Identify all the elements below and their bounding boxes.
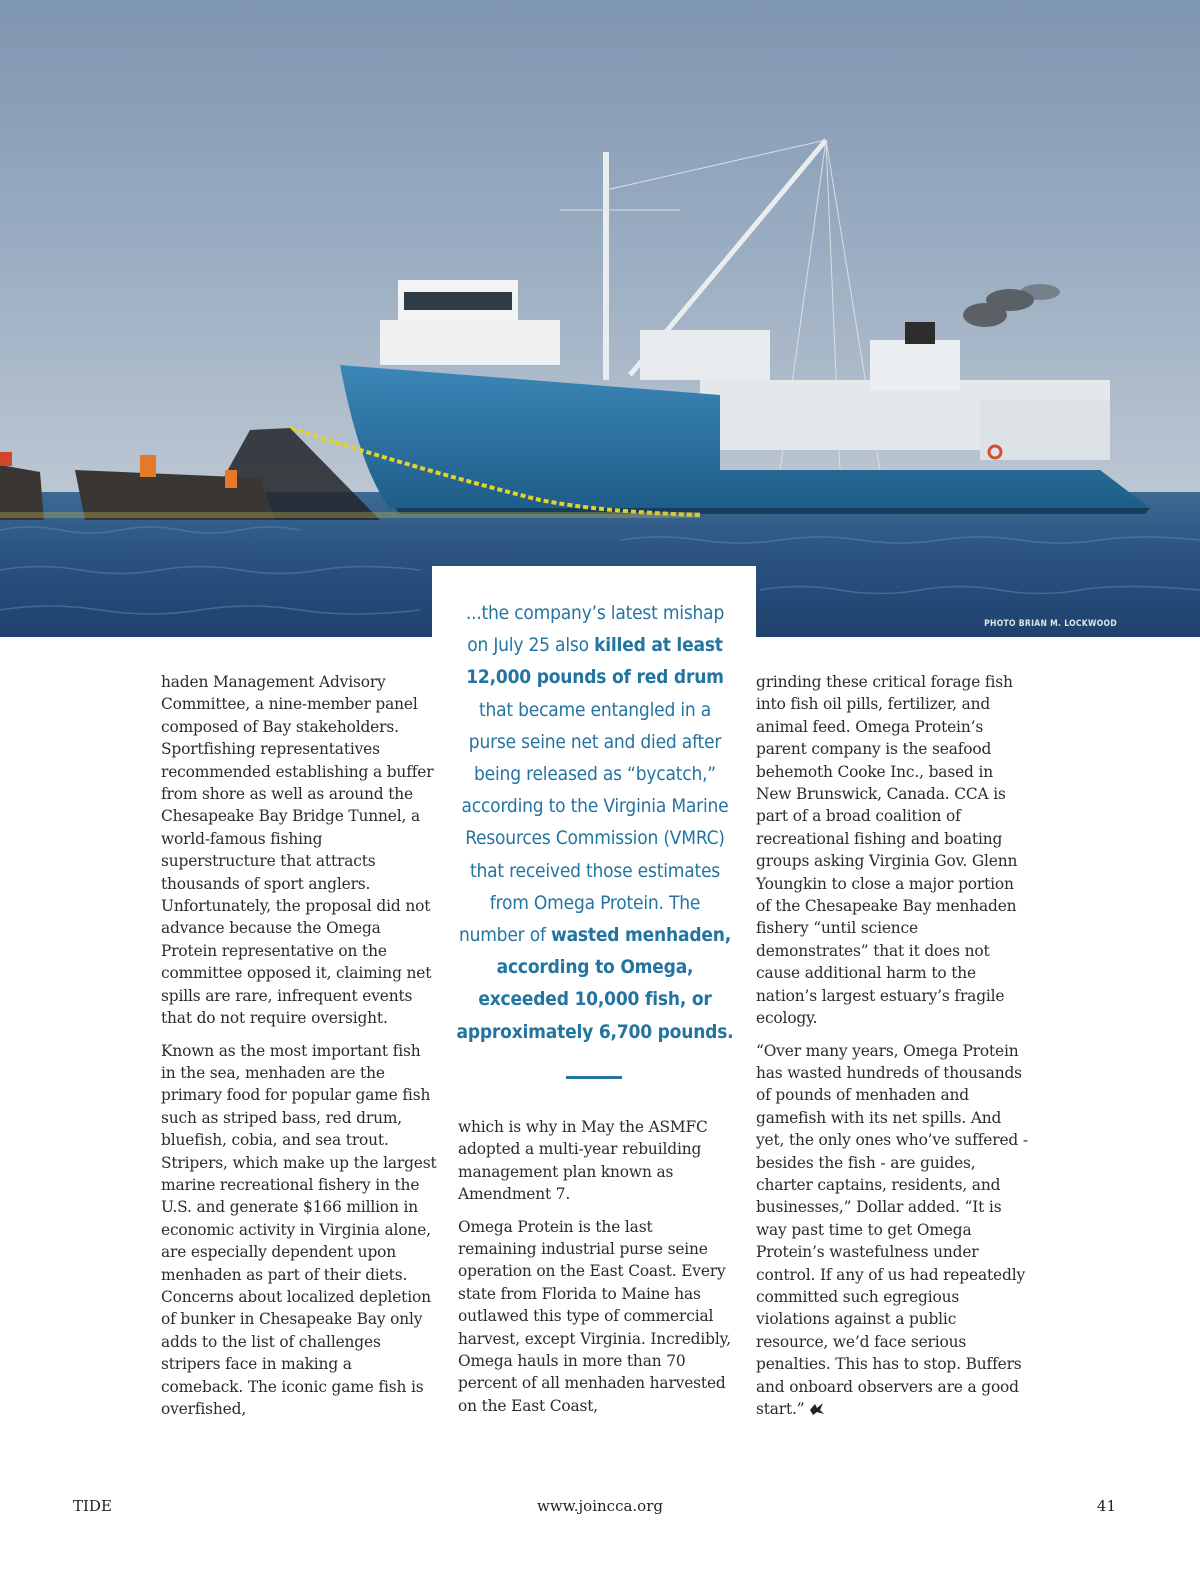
footer-page-number: 41 <box>1096 1497 1116 1515</box>
pull-quote-part-4: wasted menhaden, according to Omega, exceeded 10,000 fish, or approximately 6,700 pounds. <box>456 924 734 1043</box>
column-2-paragraph-2: Omega Protein is the last remaining industrial purse seine operation on the East Coast. Every state from Florida to Maine has outlawed this type of commercial harvest, except Virginia. Incredibly, Omega hauls in more than 70 percent of all menhaden harvested on the East Coast, <box>458 1217 731 1415</box>
hero-photo <box>0 0 1200 637</box>
column-3-paragraph-2: “Over many years, Omega Protein has wasted hundreds of thousands of pounds of menhaden and gamefish with its net spills. And yet, the only ones who’ve suffered - besides the fish - are guides, charter captains, residents, and businesses,” Dollar added. “It is way past time to get Omega Protein’s wastefulness under control. If any of us had repeatedly committed such egregious violations against a public resource, we’d face serious penalties. This has to stop. Buffers and onboard observers are a good start.” <box>756 1041 1028 1418</box>
column-1 <box>161 671 437 1430</box>
photo-credit: PHOTO BRIAN M. LOCKWOOD <box>984 619 1117 629</box>
vessel-illustration <box>0 0 1200 637</box>
footer-publication: TIDE <box>73 1497 112 1515</box>
pull-quote-part-1: ...the company’s latest mishap on July 25 also <box>465 602 725 657</box>
end-mark-icon <box>809 1400 825 1422</box>
column-2 <box>458 1116 734 1427</box>
column-2-paragraph-1: which is why in May the ASMFC adopted a multi-year rebuilding management plan known as Amendment 7. <box>458 1118 708 1204</box>
smoke <box>963 284 1060 327</box>
pull-quote-part-3: that became entangled in a purse seine net and died after being released as “bycatch,” according to the Virginia Marine Resources Commission (VMRC) that received those estimates from Omega Protein. The number of <box>458 698 729 947</box>
column-3 <box>756 671 1032 1432</box>
footer-website-link[interactable]: www.joincca.org <box>537 1497 663 1515</box>
pull-quote-rule <box>566 1076 622 1079</box>
column-1-paragraph-1: haden Management Advisory Committee, a nine-member panel composed of Bay stakeholders. Sportfishing representatives recommended establishing a buffer from shore as well as around the Chesapeake Bay Bridge Tunnel, a world-famous fishing superstructure that attracts thousands of sport anglers. Unfortunately, the proposal did not advance because the Omega Protein representative on the committee opposed it, claiming net spills are rare, infrequent events that do not require oversight. <box>161 673 434 1028</box>
column-3-paragraph-1: grinding these critical forage fish into fish oil pills, fertilizer, and animal feed. Omega Protein’s parent company is the seafood behemoth Cooke Inc., based in New Brunswick, Canada. CCA is part of a broad coalition of recreational fishing and boating groups asking Virginia Gov. Glenn Youngkin to close a major portion of the Chesapeake Bay menhaden fishery “until science demonstrates” that it does not cause additional harm to the nation’s largest estuary’s fragile ecology. <box>756 673 1018 1028</box>
column-1-paragraph-2: Known as the most important fish in the sea, menhaden are the primary food for popular game fish such as striped bass, red drum, bluefish, cobia, and sea trout. Stripers, which make up the largest marine recreational fishery in the U.S. and generate $166 million in economic activity in Virginia alone, are especially dependent upon menhaden as part of their diets. Concerns about localized depletion of bunker in Chesapeake Bay only adds to the list of challenges stripers face in making a comeback. The iconic game fish is overfished, <box>161 1041 437 1418</box>
skiff <box>0 465 44 520</box>
pull-quote <box>455 597 735 1048</box>
column-3-paragraph-2-wrap <box>756 1040 1032 1423</box>
pull-quote-part-2: killed at least 12,000 pounds of red drum <box>466 634 724 689</box>
